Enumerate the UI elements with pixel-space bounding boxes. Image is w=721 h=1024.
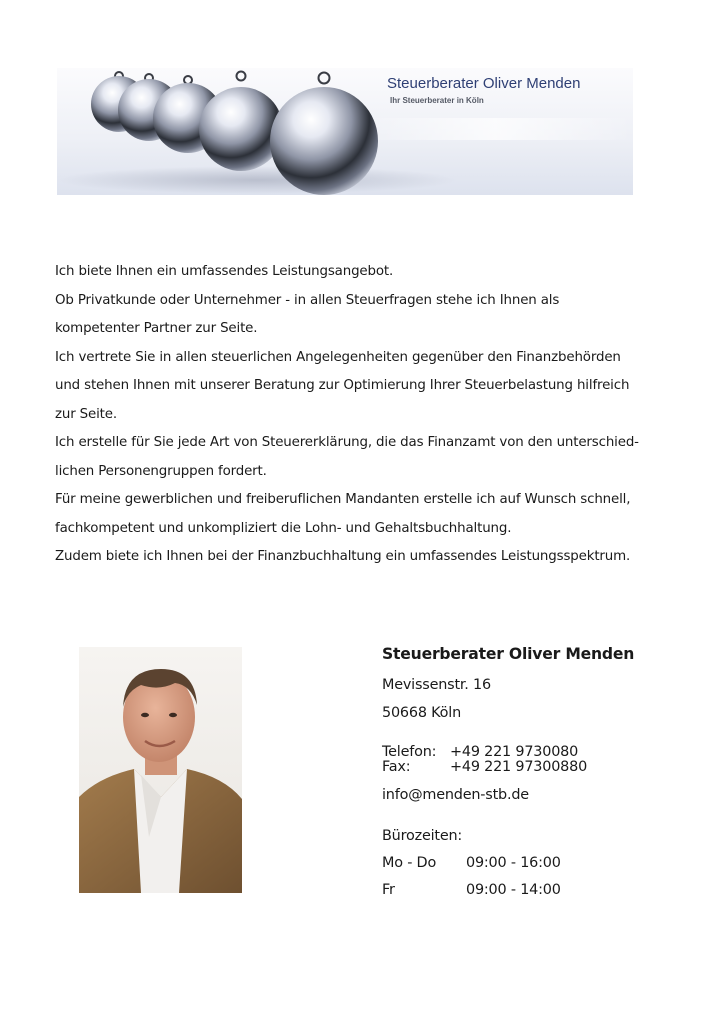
contact-street: Mevissenstr. 16 [382, 677, 491, 693]
intro-line: und stehen Ihnen mit unserer Beratung zur Optimierung Ihrer Steuerbelastung hilfreich [55, 378, 630, 393]
portrait-photo [79, 647, 242, 893]
phone-label: Telefon: [382, 744, 437, 760]
intro-text [55, 258, 655, 572]
hours-time: 09:00 - 16:00 [466, 855, 561, 871]
intro-line: Ob Privatkunde oder Unternehmer - in allen Steuerfragen stehe ich Ihnen als [55, 292, 560, 308]
phone-number[interactable]: +49 221 9730080 [450, 744, 579, 760]
contact-name: Steuerberater Oliver Menden [382, 645, 635, 663]
hours-time: 09:00 - 14:00 [466, 882, 561, 898]
fax-row [382, 759, 702, 775]
intro-line: lichen Personengruppen fordert. [55, 463, 267, 479]
header-banner [57, 68, 633, 195]
intro-line: Für meine gewerblichen und freiberuflichen Mandanten erstelle ich auf Wunsch schnell, [55, 492, 631, 507]
banner-title: Steuerberater Oliver Menden [387, 75, 581, 92]
intro-line: kompetenter Partner zur Seite. [55, 321, 258, 336]
intro-line: zur Seite. [55, 406, 117, 422]
hours-days: Mo - Do [382, 855, 437, 871]
hours-days: Fr [382, 882, 395, 898]
intro-line: Ich biete Ihnen ein umfassendes Leistungsangebot. [55, 264, 394, 279]
phone-row [382, 744, 702, 760]
ball-5 [270, 73, 378, 196]
intro-line: Zudem biete ich Ihnen bei der Finanzbuchhaltung ein umfassendes Leistungsspektrum. [55, 549, 631, 564]
office-hours-title: Bürozeiten: [382, 828, 463, 844]
intro-line: fachkompetent und unkompliziert die Lohn- und Gehaltsbuchhaltung. [55, 520, 512, 536]
banner-subtitle: Ihr Steuerberater in Köln [390, 96, 484, 105]
fax-number: +49 221 97300880 [450, 759, 588, 775]
intro-line: Ich erstelle für Sie jede Art von Steuererklärung, die das Finanzamt von den unterschied- [55, 435, 639, 450]
intro-line: Ich vertrete Sie in allen steuerlichen Angelegenheiten gegenüber den Finanzbehörden [55, 349, 621, 365]
contact-city: 50668 Köln [382, 705, 461, 721]
fax-label: Fax: [382, 759, 411, 775]
hours-row [382, 882, 702, 898]
email-link[interactable]: info@menden-stb.de [382, 787, 529, 803]
ball-4 [199, 72, 283, 172]
hours-row [382, 855, 702, 871]
